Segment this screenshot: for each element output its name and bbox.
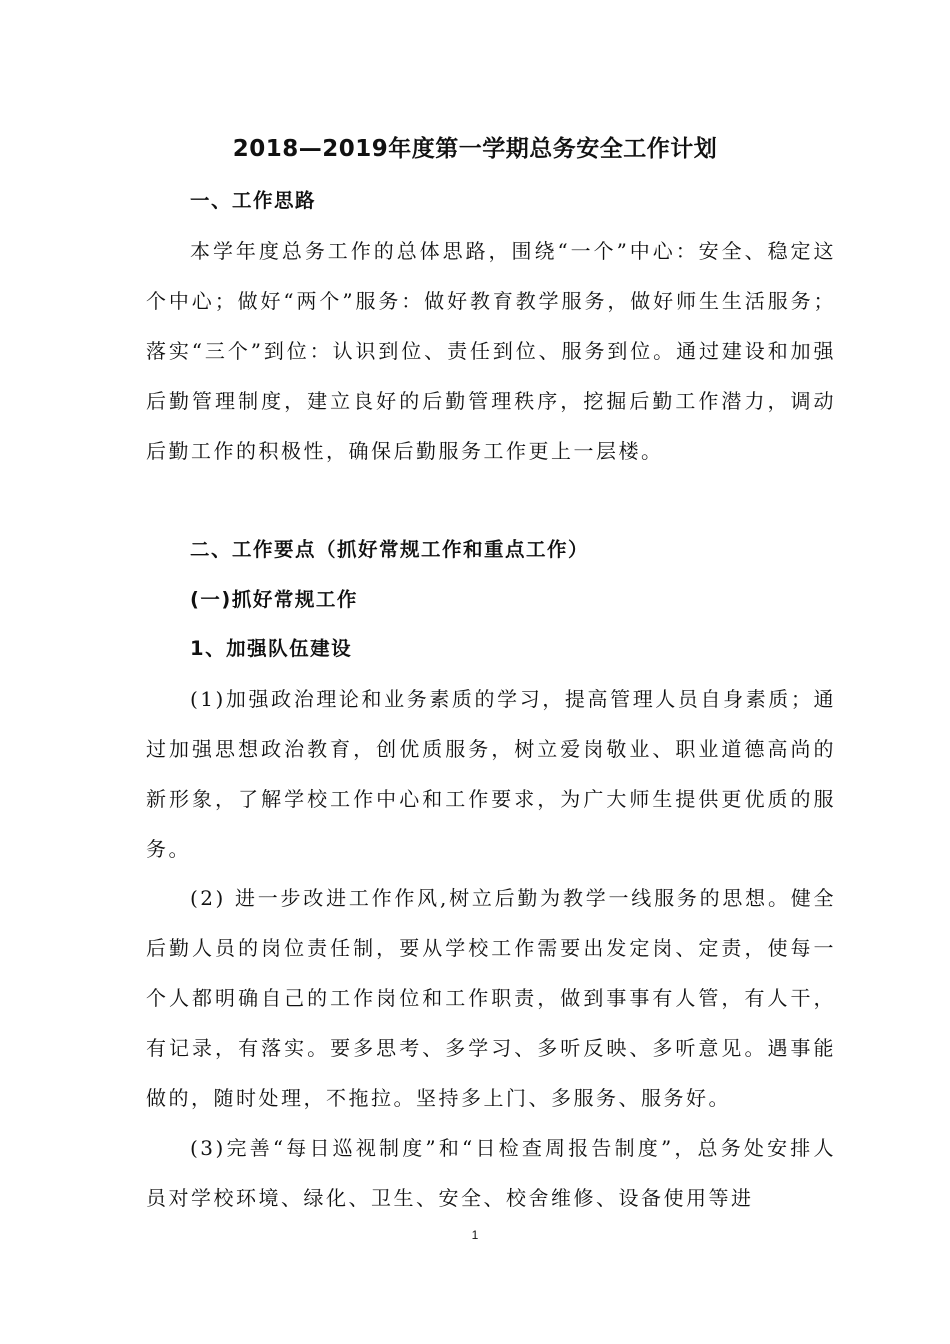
subsection-heading-routine-work: (一)抓好常规工作	[190, 588, 358, 611]
paragraph-point-2: (2) 进一步改进工作作风,树立后勤为教学一线服务的思想。健全后勤人员的岗位责任制，要从学校工作需要出发定岗、定责，使每一个人都明确自己的工作岗位和工作职责，做到事事有人管，有人干，有记录，有落实。要多思考、多学习、多听反映、多听意见。遇事能做的，随时处理，不拖拉。坚持多上门、多服务、服务好。	[146, 886, 836, 1110]
item-heading-team-building: 1、加强队伍建设	[190, 637, 353, 660]
paragraph-point-1: (1)加强政治理论和业务素质的学习，提高管理人员自身素质；通过加强思想政治教育，创优质服务，树立爱岗敬业、职业道德高尚的新形象，了解学校工作中心和工作要求，为广大师生提供更优质的服务。	[146, 687, 836, 861]
section-heading-work-approach: 一、工作思路	[190, 189, 317, 212]
page-number: 1	[471, 1228, 479, 1242]
paragraph-point-3: (3)完善“每日巡视制度”和“日检查周报告制度”，总务处安排人员对学校环境、绿化、卫生、安全、校舍维修、设备使用等进	[146, 1136, 836, 1210]
section-heading-work-points: 二、工作要点（抓好常规工作和重点工作）	[190, 538, 590, 561]
paragraph-work-approach: 本学年度总务工作的总体思路，围绕“一个”中心：安全、稳定这个中心；做好“两个”服务：做好教育教学服务，做好师生生活服务；落实“三个”到位：认识到位、责任到位、服务到位。通过建设和加强后勤管理制度，建立良好的后勤管理秩序，挖掘后勤工作潜力，调动后勤工作的积极性，确保后勤服务工作更上一层楼。	[146, 239, 836, 463]
document-title: 2018—2019年度第一学期总务安全工作计划	[232, 136, 718, 162]
